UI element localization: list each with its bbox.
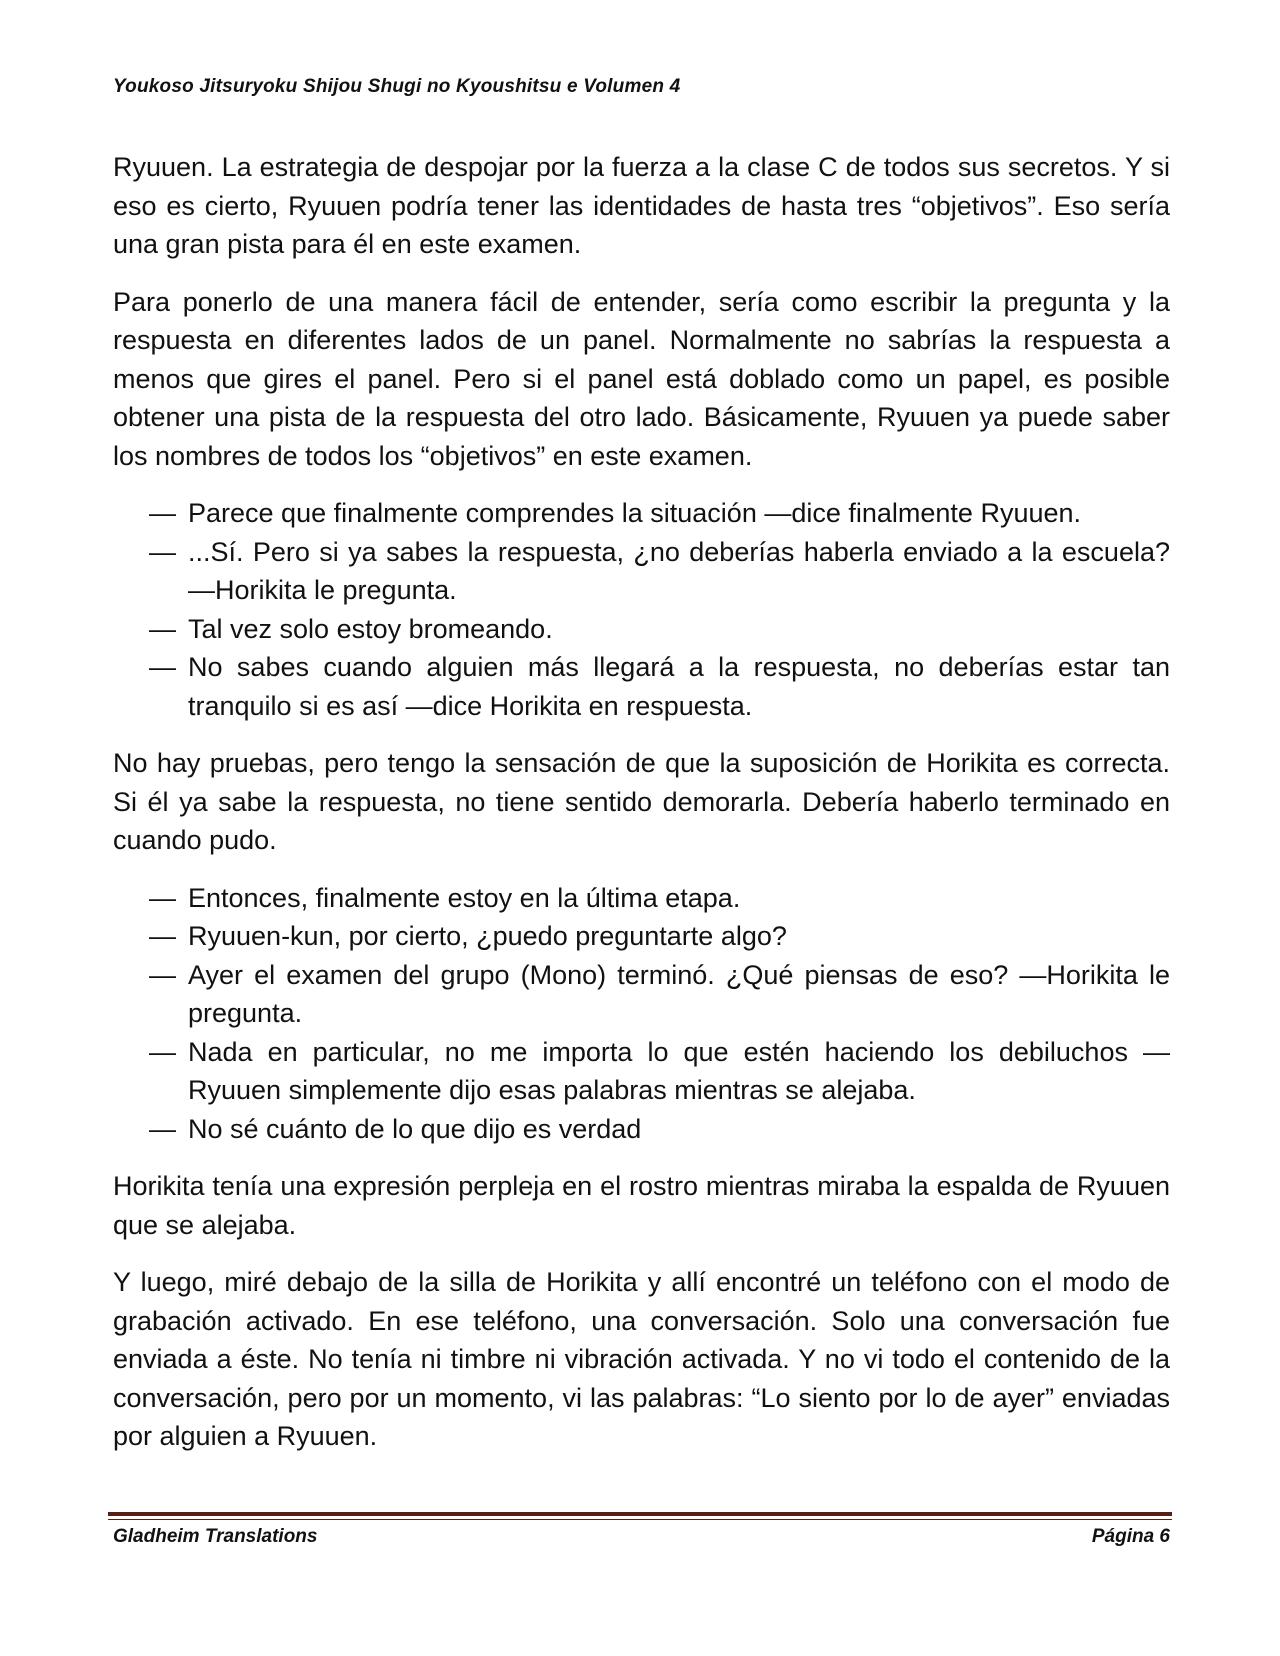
dialogue-block-1 — [113, 494, 1170, 725]
footer-rule-thin — [108, 1519, 1172, 1520]
dialogue-text: Entonces, finalmente estoy en la última etapa. — [188, 882, 741, 913]
dialogue-dash: — — [149, 959, 176, 990]
page-header-title: Youkoso Jitsuryoku Shijou Shugi no Kyoushitsu e Volumen 4 — [113, 76, 681, 97]
dialogue-dash: — — [149, 652, 176, 682]
dialogue-dash: — — [149, 921, 176, 951]
dialogue-text: No sabes cuando alguien más llegará a la respuesta, no deberías estar tan tranquilo si es así —dice Horikita en respuesta. — [188, 652, 1170, 721]
dialogue-line — [113, 1110, 1170, 1149]
dialogue-text: Nada en particular, no me importa lo que estén haciendo los debiluchos —Ryuuen simplemente dijo esas palabras mientras se alejaba. — [188, 1036, 1170, 1105]
dialogue-line — [113, 494, 1170, 533]
dialogue-dash: — — [149, 536, 176, 567]
paragraph-4: Horikita tenía una expresión perpleja en el rostro mientras miraba la espalda de Ryuuen que se alejaba. — [113, 1171, 1170, 1240]
dialogue-line — [113, 533, 1170, 610]
dialogue-dash: — — [149, 882, 176, 913]
dialogue-block-2 — [113, 879, 1170, 1149]
dialogue-text: Parece que finalmente comprendes la situación —dice finalmente Ryuuen. — [188, 498, 1082, 528]
paragraph-3: No hay pruebas, pero tengo la sensación de que la suposición de Horikita es correcta. Si él ya sabe la respuesta, no tiene sentido demorarla. Debería haberlo terminado en cuando pudo. — [113, 748, 1170, 855]
footer-rule-thick — [108, 1512, 1172, 1516]
document-body — [113, 148, 1170, 1475]
dialogue-line — [113, 956, 1170, 1033]
dialogue-dash: — — [149, 613, 176, 644]
paragraph-5: Y luego, miré debajo de la silla de Horikita y allí encontré un teléfono con el modo de grabación activado. En ese teléfono, una conversación. Solo una conversación fue enviada a éste. No tenía ni timbre ni vibración activada. Y no vi todo el contenido de la conversación, pero por un momento, vi las palabras: “Lo siento por lo de ayer” enviadas por alguien a Ryuuen. — [113, 1267, 1170, 1451]
dialogue-line — [113, 648, 1170, 725]
dialogue-dash: — — [149, 1036, 176, 1067]
dialogue-dash: — — [149, 1113, 176, 1144]
dialogue-text: Tal vez solo estoy bromeando. — [188, 613, 553, 644]
dialogue-text: Ryuuen-kun, por cierto, ¿puedo preguntarte algo? — [188, 921, 787, 951]
dialogue-text: No sé cuánto de lo que dijo es verdad — [188, 1113, 642, 1144]
dialogue-line — [113, 610, 1170, 649]
footer-page-number: Página 6 — [1091, 1526, 1170, 1547]
dialogue-text: Ayer el examen del grupo (Mono) terminó. ¿Qué piensas de eso? —Horikita le pregunta. — [188, 959, 1170, 1028]
paragraph-2: Para ponerlo de una manera fácil de entender, sería como escribir la pregunta y la respuesta en diferentes lados de un panel. Normalmente no sabrías la respuesta a menos que gires el panel. Pero si el panel está doblado como un papel, es posible obtener una pista de la respuesta del otro lado. Básicamente, Ryuuen ya puede saber los nombres de todos los “objetivos” en este examen. — [113, 286, 1170, 471]
dialogue-line — [113, 879, 1170, 918]
paragraph-1: Ryuuen. La estrategia de despojar por la fuerza a la clase C de todos sus secretos. Y si eso es cierto, Ryuuen podría tener las identidades de hasta tres “objetivos”. Eso sería una gran pista para él en este examen. — [113, 152, 1170, 259]
dialogue-dash: — — [149, 498, 176, 528]
dialogue-text: ...Sí. Pero si ya sabes la respuesta, ¿no deberías haberla enviado a la escuela? —Horikita le pregunta. — [188, 536, 1170, 605]
dialogue-line — [113, 917, 1170, 956]
dialogue-line — [113, 1033, 1170, 1110]
footer-publisher: Gladheim Translations — [113, 1526, 318, 1547]
